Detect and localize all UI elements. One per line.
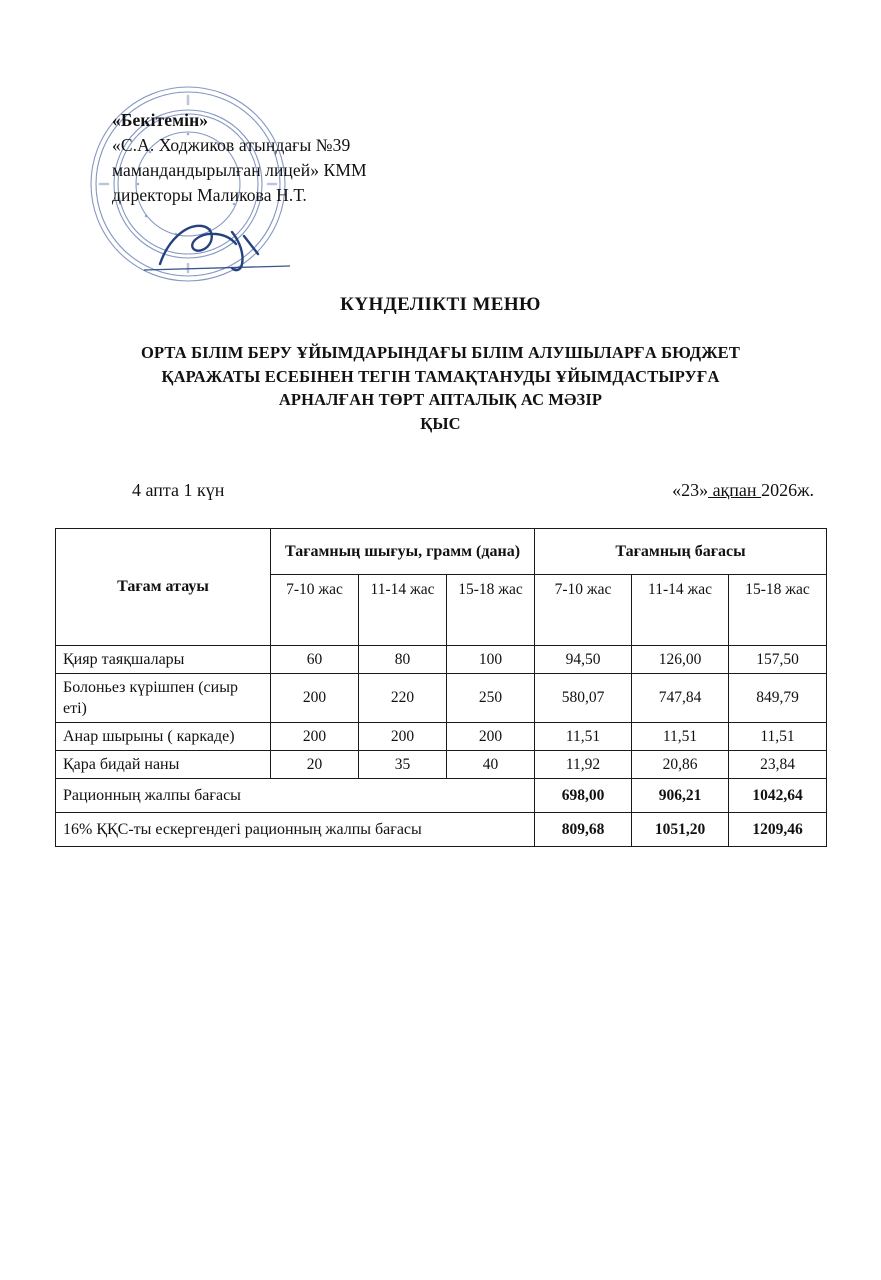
dish-price-11-14: 20,86: [632, 751, 729, 779]
approval-line-4: директоры Маликова Н.Т.: [112, 185, 307, 205]
approval-line-1: «Бекітемін»: [112, 110, 209, 130]
dish-price-11-14: 747,84: [632, 674, 729, 723]
header-price-7-10: 7-10 жас: [535, 575, 632, 646]
approval-block: [112, 108, 532, 208]
approval-line-2: «С.А. Ходжиков атындағы №39: [112, 135, 351, 155]
dish-price-7-10: 11,51: [535, 723, 632, 751]
subtitle-line-3: АРНАЛҒАН ТӨРТ АПТАЛЫҚ АС МӘЗІР: [278, 390, 603, 409]
dish-quantity-15-18: 200: [447, 723, 535, 751]
dish-name: Қара бидай наны: [56, 751, 271, 779]
dish-price-7-10: 580,07: [535, 674, 632, 723]
header-quantity-11-14: 11-14 жас: [359, 575, 447, 646]
dish-name: Болоньез күрішпен (сиыр еті): [56, 674, 271, 723]
date-month: ақпан: [708, 480, 762, 500]
total-vat-price-11-14: 1051,20: [632, 813, 729, 847]
header-group-price: Тағамның бағасы: [535, 529, 827, 575]
date-row: [55, 480, 826, 506]
dish-quantity-15-18: 40: [447, 751, 535, 779]
subtitle-line-4: ҚЫС: [420, 413, 461, 433]
dish-price-15-18: 11,51: [729, 723, 827, 751]
dish-price-15-18: 157,50: [729, 646, 827, 674]
document-title: КҮНДЕЛІКТІ МЕНЮ: [340, 294, 541, 315]
dish-quantity-7-10: 20: [271, 751, 359, 779]
header-dish-name: Тағам атауы: [56, 529, 271, 646]
total-row: [56, 779, 827, 813]
subtitle-line-2: ҚАРАЖАТЫ ЕСЕБІНЕН ТЕГІН ТАМАҚТАНУДЫ ҰЙЫМДАСТЫРУҒА: [161, 366, 720, 386]
table-row: [56, 723, 827, 751]
handwritten-signature: [140, 206, 300, 276]
total-vat-label: 16% ҚҚС-ты ескергендегі рационның жалпы бағасы: [56, 813, 535, 847]
dish-price-7-10: 94,50: [535, 646, 632, 674]
table-header-group-row: [56, 529, 827, 575]
dish-quantity-11-14: 80: [359, 646, 447, 674]
dish-quantity-11-14: 200: [359, 723, 447, 751]
dish-quantity-15-18: 100: [447, 646, 535, 674]
document-date: [672, 480, 814, 501]
total-label: Рационның жалпы бағасы: [56, 779, 535, 813]
approval-line-3: мамандандырылған лицей» КММ: [112, 160, 367, 180]
dish-name: Анар шырыны ( каркаде): [56, 723, 271, 751]
week-day-label: 4 апта 1 күн: [132, 480, 225, 500]
document-subtitle: [0, 341, 881, 435]
dish-name: Қияр таяқшалары: [56, 646, 271, 674]
date-year: 2026ж.: [761, 480, 814, 500]
total-vat-price-7-10: 809,68: [535, 813, 632, 847]
total-price-15-18: 1042,64: [729, 779, 827, 813]
header-price-15-18: 15-18 жас: [729, 575, 827, 646]
total-vat-price-15-18: 1209,46: [729, 813, 827, 847]
table-row: [56, 646, 827, 674]
dish-price-15-18: 849,79: [729, 674, 827, 723]
total-price-11-14: 906,21: [632, 779, 729, 813]
dish-quantity-7-10: 200: [271, 674, 359, 723]
total-row-with-vat: [56, 813, 827, 847]
dish-price-15-18: 23,84: [729, 751, 827, 779]
header-price-11-14: 11-14 жас: [632, 575, 729, 646]
header-group-quantity: Тағамның шығуы, грамм (дана): [271, 529, 535, 575]
header-quantity-7-10: 7-10 жас: [271, 575, 359, 646]
menu-table: [55, 528, 827, 847]
dish-quantity-11-14: 35: [359, 751, 447, 779]
total-price-7-10: 698,00: [535, 779, 632, 813]
dish-price-11-14: 11,51: [632, 723, 729, 751]
dish-quantity-11-14: 220: [359, 674, 447, 723]
subtitle-line-1: ОРТА БІЛІМ БЕРУ ҰЙЫМДАРЫНДАҒЫ БІЛІМ АЛУШЫЛАРҒА БЮДЖЕТ: [141, 343, 740, 362]
dish-price-11-14: 126,00: [632, 646, 729, 674]
date-day: «23»: [672, 480, 709, 500]
table-row: [56, 674, 827, 723]
dish-quantity-7-10: 200: [271, 723, 359, 751]
dish-quantity-7-10: 60: [271, 646, 359, 674]
header-quantity-15-18: 15-18 жас: [447, 575, 535, 646]
table-row: [56, 751, 827, 779]
dish-quantity-15-18: 250: [447, 674, 535, 723]
dish-price-7-10: 11,92: [535, 751, 632, 779]
